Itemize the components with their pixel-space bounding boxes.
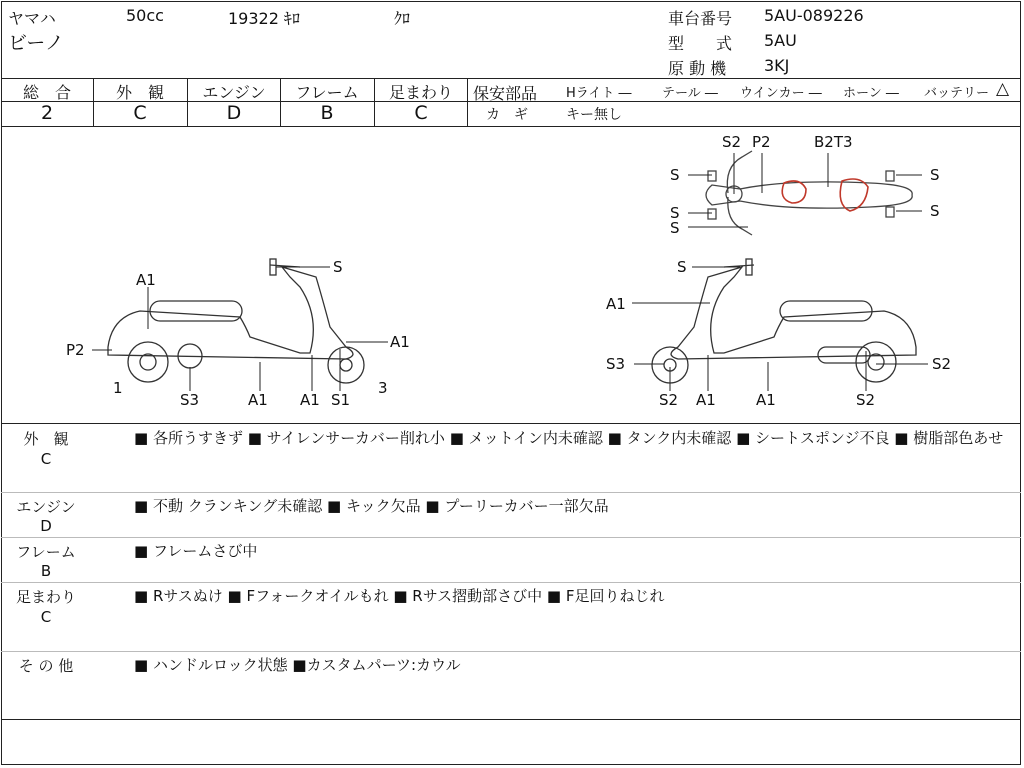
maker: ヤマハ	[8, 9, 56, 28]
damage-marks	[782, 179, 868, 211]
damage-diagram	[0, 127, 1024, 423]
frame-grade: B	[320, 102, 334, 124]
scooter-top-view	[706, 151, 912, 235]
note-grade-exterior: C	[40, 450, 52, 468]
key-label: カ ギ	[486, 107, 528, 123]
label-1: 1	[113, 379, 123, 397]
note-grade-suspension: C	[40, 608, 52, 626]
rule	[1, 719, 1021, 720]
note-grade-engine: D	[40, 517, 52, 535]
suspension-grade-label: 足まわり	[388, 83, 453, 102]
note-label-exterior: 外 観	[23, 430, 69, 448]
label-p2: P2	[66, 341, 85, 359]
mileage: 19322 ｷﾛ	[228, 9, 300, 28]
label-b2t3: B2T3	[814, 133, 853, 151]
exterior-label: 外 観	[115, 83, 164, 102]
note-label-engine: エンジン	[16, 498, 76, 516]
label-a1: A1	[248, 391, 268, 409]
note-text-frame: ■ フレームさび中	[134, 542, 258, 560]
note-text-exterior: ■ 各所うすきず ■ サイレンサーカバー削れ小 ■ メットイン内未確認 ■ タンク内未確認 ■ シートスポンジ不良 ■ 樹脂部色あせ	[134, 429, 1004, 447]
safety-tail: テール ―	[662, 86, 718, 101]
rule	[467, 78, 468, 126]
label-3: 3	[378, 379, 388, 397]
battery-mark: △	[996, 79, 1010, 99]
label-s: S	[930, 166, 940, 184]
label-s2: S2	[932, 355, 952, 373]
safety-headlight: Hライト ―	[566, 86, 632, 101]
key-value: キー無し	[566, 107, 622, 123]
type-value: 5AU	[764, 31, 797, 50]
rule	[1, 78, 1021, 79]
label-s: S	[670, 204, 680, 222]
frame-no-label: 車台番号	[668, 9, 733, 28]
label-a1: A1	[300, 391, 320, 409]
safety-label: 保安部品	[473, 84, 538, 103]
note-grade-frame: B	[40, 562, 52, 580]
engine-grade: D	[226, 102, 242, 124]
note-label-frame: フレーム	[16, 543, 76, 561]
label-s: S	[333, 258, 343, 276]
label-s2: S2	[659, 391, 679, 409]
suspension-grade: C	[414, 102, 428, 124]
label-a1: A1	[606, 295, 626, 313]
engine-value: 3KJ	[764, 56, 790, 75]
note-label-other: そ の 他	[18, 657, 74, 675]
note-text-other: ■ ハンドルロック状態 ■カスタムパーツ:カウル	[134, 656, 461, 674]
label-s3: S3	[606, 355, 626, 373]
label-a1: A1	[756, 391, 776, 409]
rule	[1, 423, 1021, 424]
diagram-labels	[66, 133, 951, 409]
label-a1: A1	[136, 271, 156, 289]
overall-grade: 2	[40, 102, 54, 124]
color: ｸﾛ	[394, 9, 411, 28]
label-s2: S2	[856, 391, 876, 409]
label-s1: S1	[331, 391, 351, 409]
label-s: S	[930, 202, 940, 220]
label-s: S	[670, 166, 680, 184]
frame-grade-label: フレーム	[295, 83, 359, 102]
rule	[1, 651, 1021, 652]
note-label-suspension: 足まわり	[15, 588, 76, 606]
leader-lines	[92, 153, 928, 391]
exterior-grade: C	[133, 102, 147, 124]
frame-no: 5AU-089226	[764, 6, 864, 25]
label-a1: A1	[390, 333, 410, 351]
label-a1: A1	[696, 391, 716, 409]
label-s: S	[677, 258, 687, 276]
safety-battery: バッテリー	[924, 86, 990, 101]
safety-horn: ホーン ―	[843, 86, 899, 101]
overall-label: 総 合	[22, 83, 71, 102]
label-s: S	[670, 219, 680, 237]
safety-winker: ウインカー ―	[740, 86, 822, 101]
displacement: 50cc	[126, 6, 164, 25]
engine-label: 原 動 機	[668, 59, 727, 78]
label-s3: S3	[180, 391, 200, 409]
model-name: ビーノ	[8, 32, 64, 54]
engine-grade-label: エンジン	[202, 83, 266, 102]
note-text-suspension: ■ Rサスぬけ ■ Fフォークオイルもれ ■ Rサス摺動部さび中 ■ F足回りねじれ	[134, 587, 665, 605]
rule	[467, 101, 1021, 102]
label-s2: S2	[722, 133, 742, 151]
rule	[1, 537, 1021, 538]
label-p2: P2	[752, 133, 771, 151]
note-text-engine: ■ 不動 クランキング未確認 ■ キック欠品 ■ プーリーカバー一部欠品	[134, 497, 609, 515]
rule	[1, 492, 1021, 493]
rule	[1, 582, 1021, 583]
type-label: 型 式	[668, 34, 733, 53]
